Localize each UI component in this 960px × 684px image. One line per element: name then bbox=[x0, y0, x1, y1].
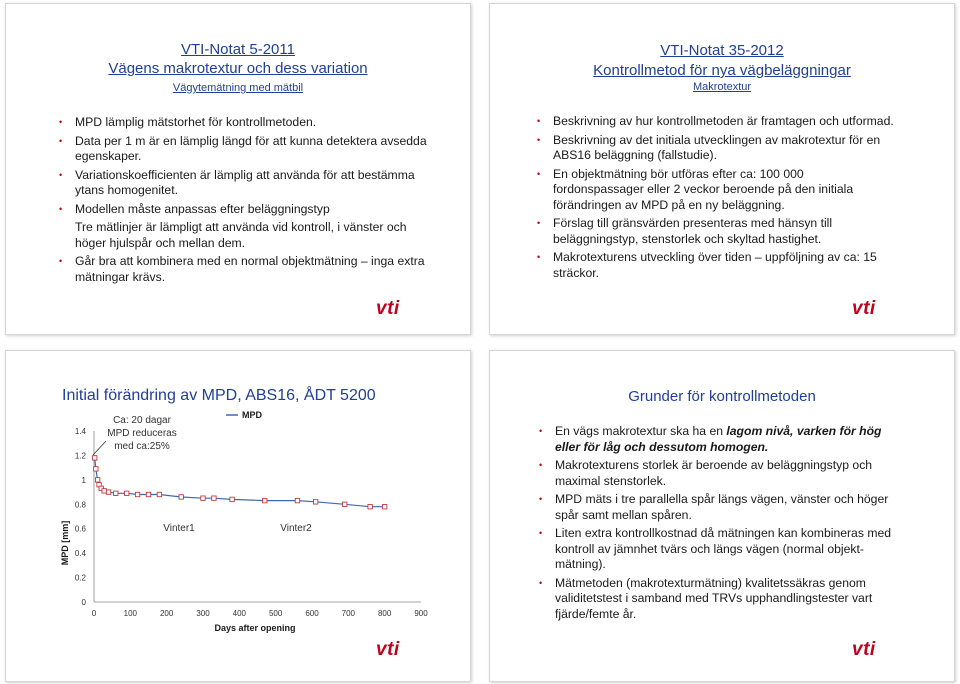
data-point bbox=[179, 495, 183, 499]
data-point bbox=[230, 497, 234, 501]
vti-logo: vti bbox=[376, 639, 400, 660]
x-tick-label: 500 bbox=[268, 609, 283, 618]
y-tick-label: 0.8 bbox=[74, 500, 86, 510]
list-item bbox=[537, 114, 897, 130]
y-tick-label: 1.4 bbox=[74, 427, 86, 436]
bullet-dot-icon: • bbox=[539, 577, 543, 588]
list-item bbox=[539, 424, 899, 455]
mpd-chart bbox=[6, 393, 472, 683]
y-tick-label: 0.6 bbox=[74, 524, 86, 534]
data-point bbox=[135, 492, 139, 496]
series-line-mpd bbox=[95, 458, 385, 507]
list-item bbox=[59, 254, 429, 285]
data-point bbox=[263, 498, 267, 502]
list-item bbox=[59, 202, 429, 218]
bullet-dot-icon: • bbox=[537, 134, 541, 145]
annotation-mpd-reduced: MPD reduceras bbox=[107, 428, 177, 439]
data-point bbox=[201, 496, 205, 500]
vti-logo: vti bbox=[852, 298, 876, 319]
annotation-vinter1: Vinter1 bbox=[163, 523, 195, 534]
bullet-text: Makrotexturens storlek är beroende av beläggningstyp och maximal stenstorlek. bbox=[555, 458, 873, 488]
slide1-bullet-list bbox=[59, 115, 429, 288]
x-tick-label: 400 bbox=[232, 609, 247, 618]
slide-grunder-kontrollmetoden bbox=[489, 350, 955, 682]
y-tick-label: 0.2 bbox=[74, 573, 86, 583]
slide4-bullet-list bbox=[539, 424, 899, 625]
bullet-text: Modellen måste anpassas efter beläggningstyp bbox=[75, 201, 330, 216]
slide2-title-line1: VTI-Notat 35-2012 bbox=[660, 42, 784, 59]
slide3-title: Initial förändring av MPD, ABS16, ÅDT 5200 bbox=[62, 387, 376, 404]
bullet-text: Liten extra kontrollkostnad då mätningen kan kombineras med kontroll av jämnhet tvärs och längs vägen (normal objekt-mätning). bbox=[555, 526, 892, 571]
bullet-dot-icon: • bbox=[537, 116, 541, 126]
bullet-dot-icon: • bbox=[539, 460, 543, 470]
bullet-text: Går bra att kombinera med en normal objektmätning – inga extra mätningar krävs. bbox=[75, 254, 425, 284]
bullet-text: MPD mäts i tre parallella spår längs vägen, vänster och höger spår samt mellan spåren. bbox=[555, 492, 889, 522]
x-tick-label: 200 bbox=[159, 609, 174, 618]
slide4-title: Grunder för kontrollmetoden bbox=[628, 388, 816, 405]
vti-logo: vti bbox=[852, 639, 876, 660]
y-tick-label: 0.4 bbox=[74, 549, 86, 559]
data-point bbox=[125, 491, 129, 495]
data-point bbox=[313, 500, 317, 504]
y-tick-label: 0 bbox=[81, 598, 86, 607]
data-point bbox=[343, 502, 347, 506]
slide2-subtitle: Makrotextur bbox=[692, 81, 752, 93]
data-point bbox=[114, 491, 118, 495]
bullet-text-emphasis: lagom nivå, varken för hög eller för låg och dessutom homogen. bbox=[555, 424, 882, 454]
bullet-dot-icon: • bbox=[539, 426, 543, 436]
slide1-title-line2: Vägens makrotextur och dess variation bbox=[108, 60, 368, 77]
list-item bbox=[537, 250, 897, 281]
list-item bbox=[539, 492, 899, 523]
bullet-dot-icon: • bbox=[59, 169, 63, 180]
bullet-dot-icon: • bbox=[59, 135, 63, 146]
bullet-dot-icon: • bbox=[537, 168, 541, 179]
data-point bbox=[93, 456, 97, 460]
data-point bbox=[368, 505, 372, 509]
chart-series bbox=[93, 456, 387, 509]
slide-vti-notat-5-2011 bbox=[5, 3, 471, 335]
bullet-text: Makrotexturens utveckling över tiden – uppföljning av ca: 15 sträckor. bbox=[553, 250, 877, 280]
annotation-arrow bbox=[93, 441, 106, 455]
list-item bbox=[539, 576, 899, 623]
annotation-vinter2: Vinter2 bbox=[280, 523, 312, 534]
y-tick-label: 1 bbox=[81, 475, 86, 485]
x-tick-label: 700 bbox=[341, 609, 356, 618]
bullet-text: Förslag till gränsvärden presenteras med hänsyn till beläggningstyp, stenstorlek och skyltad hastighet. bbox=[553, 216, 833, 246]
bullet-dot-icon: • bbox=[59, 203, 63, 214]
x-tick-label: 300 bbox=[196, 609, 210, 618]
bullet-text: En objektmätning bör utföras efter ca: 100 000 fordonspassager eller 2 veckor beroende på den initiala förändringen av MPD på en ny beläggning. bbox=[553, 166, 854, 212]
list-item bbox=[539, 526, 899, 573]
bullet-text: Beskrivning av det initiala utvecklingen av makrotextur för en ABS16 beläggning (fallstudie). bbox=[553, 132, 881, 162]
bullet-dot-icon: • bbox=[539, 528, 543, 538]
slide2-title-line2: Kontrollmetod för nya vägbeläggningar bbox=[593, 62, 851, 79]
list-item bbox=[537, 167, 897, 214]
data-point bbox=[102, 489, 106, 493]
list-item bbox=[59, 168, 429, 199]
bullet-text: En vägs makrotextur ska ha en bbox=[555, 424, 727, 438]
slide1-title-line1: VTI-Notat 5-2011 bbox=[181, 41, 295, 58]
chart-plot-area bbox=[94, 431, 421, 602]
list-item bbox=[537, 133, 897, 164]
data-point bbox=[382, 505, 386, 509]
x-tick-label: 600 bbox=[305, 609, 319, 618]
bullet-dot-icon: • bbox=[59, 256, 63, 266]
x-axis-label: Days after opening bbox=[214, 623, 296, 633]
data-point bbox=[95, 478, 99, 482]
data-point bbox=[295, 498, 299, 502]
x-tick-label: 0 bbox=[91, 609, 97, 618]
slide-initial-change-mpd bbox=[5, 350, 471, 682]
annotation-days: Ca: 20 dagar bbox=[113, 415, 171, 426]
bullet-text: Tre mätlinjer är lämpligt att använda vid kontroll, i vänster och höger hjulspår och mellan dem. bbox=[75, 220, 407, 250]
list-item bbox=[59, 220, 429, 251]
bullet-dot-icon: • bbox=[537, 218, 541, 228]
y-tick-label: 1.2 bbox=[74, 451, 86, 461]
bullet-text: MPD lämplig mätstorhet för kontrollmetoden. bbox=[75, 115, 317, 129]
bullet-text: Beskrivning av hur kontrollmetoden är framtagen och utformad. bbox=[553, 114, 894, 128]
slide2-bullet-list bbox=[537, 114, 897, 284]
vti-logo: vti bbox=[376, 298, 400, 319]
data-point bbox=[146, 492, 150, 496]
bullet-dot-icon: • bbox=[59, 117, 63, 127]
data-point bbox=[157, 492, 161, 496]
y-axis-label: MPD [mm] bbox=[60, 520, 70, 566]
bullet-dot-icon: • bbox=[537, 252, 541, 262]
list-item bbox=[539, 458, 899, 489]
x-tick-label: 800 bbox=[377, 609, 392, 618]
list-item bbox=[59, 134, 429, 165]
data-point bbox=[212, 496, 216, 500]
x-tick-label: 100 bbox=[123, 609, 138, 618]
slide-vti-notat-35-2012 bbox=[489, 3, 955, 335]
x-tick-label: 900 bbox=[414, 609, 428, 618]
chart-ticks bbox=[75, 427, 428, 618]
bullet-text: Variationskoefficienten är lämplig att använda för att bestämma ytans homogenitet. bbox=[75, 167, 415, 197]
list-item bbox=[59, 115, 429, 131]
list-item bbox=[537, 216, 897, 247]
slide1-subtitle: Vägytemätning med mätbil bbox=[172, 82, 304, 94]
chart-legend: MPD bbox=[242, 410, 262, 420]
bullet-text: Mätmetoden (makrotexturmätning) kvalitetssäkras genom validitetstest i samband med TRVs upphandlingstester vart fjärde/femte år. bbox=[555, 575, 873, 621]
bullet-dot-icon: • bbox=[539, 494, 543, 504]
bullet-text: Data per 1 m är en lämplig längd för att kunna detektera avsedda egenskaper. bbox=[75, 133, 427, 163]
annotation-percent: med ca:25% bbox=[114, 441, 170, 452]
data-point bbox=[106, 490, 110, 494]
data-point bbox=[94, 467, 98, 471]
